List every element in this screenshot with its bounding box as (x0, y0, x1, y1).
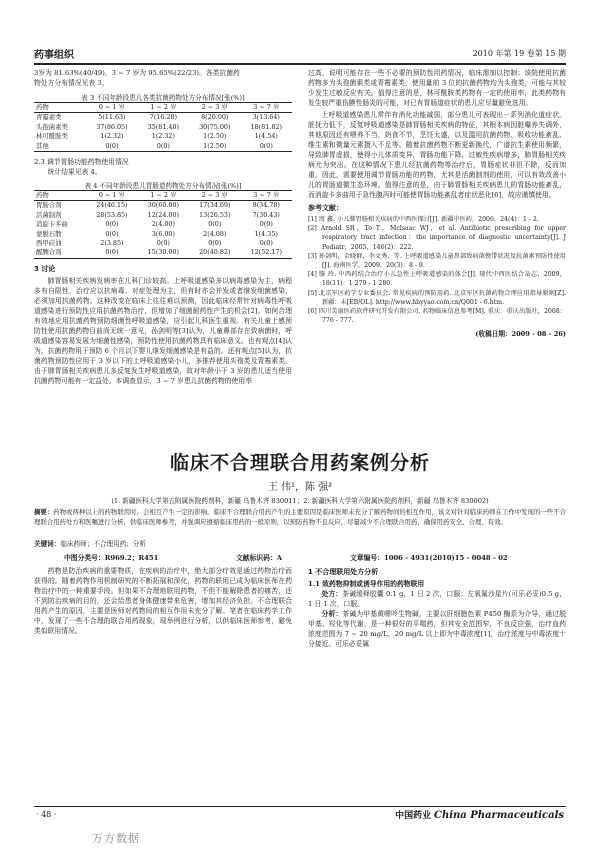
body-right-column (308, 566, 566, 649)
received-date: (收稿日期：2009 - 08 - 26) (475, 330, 566, 339)
table-header-cell: 2 ~ 3 岁 (189, 103, 240, 113)
table-cell: 0(0) (241, 142, 292, 152)
body-paragraph: 药物是防治疾病的重要物质，在疾病的治疗中，绝大部分疗效是通过药物治疗而获得的。随着药物作用机制研究的不断拓展和深化，药物的联用已成为临床医师在药物治疗中的一种重要手段。但如果不合理地联用药物，不但不能解除患者的痛苦，还不到防治疾病的目的，还会给患者身体健康带来危害，增加其经济负担。不合理联合用药产生的原因，主要是医师对药物间的相互作用未充分了解。笔者在临床药学工作中，发现了一些不合理的联合用药现象，现举例进行分析，以供临床医师参考，避免类似联用情况。 (34, 567, 292, 635)
section-2-3-text: 统计结果见表 4。 (47, 168, 102, 177)
prescription-label: 处方： (321, 590, 343, 598)
table-header-cell: 0 ~ 1 岁 (86, 191, 137, 201)
table-cell: 0(0) (208, 239, 222, 248)
table-cell: 0(0) (138, 142, 189, 152)
reference-item: [1] 周 鑫. 小儿肺胃肠相关疾病的中西医探讨[J]. 新疆中医药，2006，24(4)：1 - 2. (308, 216, 539, 223)
prescription-text: 茶碱缓释胶囊 0.1 g，1 日 2 次，口服；左氧氟沙星片(可乐必妥)0.5 g，1 日 1 次，口服。 (308, 590, 566, 608)
discussion-paragraph: 上呼吸道感染患儿常伴有消化功能减弱，部分患儿可表现出一系列消化道症状。脏抚力低下，反复呼吸道感染是肺胃肠相关疾病的特征，其根本病因脏曝养失调外，其他原因还有喂养不当，奶食不节，烹饪太盛，以及滥用抗菌药物、吸收功能紊乱、维生素和微量元素摄入不足等。随着抗菌药物不断更新换代，广谱抗生素使用频繁，导致肺胃虚损，使得小儿体质变异，胃肠功能下降，过敏性疾病增多，肺胃肠相关疾病尤为突出。在这种情况下患儿经抗菌药物等治疗后，胃肠症状非但不除，反而加重。因此，需要使用调节胃肠功能的药物，尤其是活菌制剂的使用，可以有效改善小儿的胃肠道微生态环境。值得注意的是，由于肺胃肠相关疾病患儿的胃肠功能紊乱，而消旋卡多曲用于急性腹泻时可能使胃肠功能紊乱者症状恶化[6]，故应谨慎使用。 (308, 111, 566, 199)
table-cell: 7(30.43) (252, 210, 280, 219)
prescription (308, 589, 566, 609)
section-1-title: 1 不合理联用处方分析 (308, 568, 379, 576)
table-row-label: 其他 (34, 142, 86, 152)
table-cell: 18(81.82) (250, 122, 282, 131)
table-cell: 15(30.00) (138, 248, 189, 258)
header-rule (34, 63, 566, 65)
table-row-label: 醒脾合剂 (34, 248, 86, 258)
table-header-cell: 2 ~ 3 岁 (189, 191, 240, 201)
table-row-label: 胃肠合剂 (36, 201, 62, 210)
table-cell: 3(13.64) (252, 113, 280, 122)
table4 (34, 190, 292, 259)
table-row-label: 头孢菌素类 (36, 122, 68, 131)
table-header-cell: 1 ~ 2 岁 (138, 103, 189, 113)
table-cell: 2(4.08) (203, 229, 227, 238)
discussion-paragraph: 过高，说明可能存在一些不必要的预防性用药情况，临床需加以控制；该院使用抗菌药物多为头孢菌素类或青霉素类，使用量前 3 位的抗菌药物均为头孢类，可能与其较少发生过敏反应有关。值得注意的是，林可酰胺类药物有一定的使用率，此类药物有发生较严重伤膜性肠炎的可能，对已有胃肠道症状的患儿应尽量避免选用。 (308, 69, 566, 107)
table-header-cell: 3 ~ 7 岁 (241, 191, 292, 201)
class-number: 中图分类号：R969.2；R451 (64, 554, 159, 562)
reference-list (308, 215, 566, 325)
reference-item: [6] 四川美康医药软件研究开发有限公司. 药物临床信息参考[M]. 重庆：重庆出版社，2008：776 - 777. (308, 308, 566, 325)
table-cell: 30(60.00) (147, 201, 180, 210)
table3 (34, 102, 292, 152)
section-1-1-title: 1.1 致药物抑制或诱导作用的药物联用 (308, 580, 425, 588)
reference-item: [2] Arnold SR，To T，Mclsaac WJ，et al. Antibiotic prescribing for upper respiratory tract infection：the importance of diagnostic uncertainty[J]. J Pediatr，2005，146(2)：222. (308, 225, 566, 251)
table-cell: 2(3.85) (100, 239, 124, 248)
discussion-paragraph: 肺胃肠相关疾病发病率在儿科门诊较高。上呼吸道感染多以病毒感染为主，病程多有自限性，治疗应以抗病毒、对症处理为主，但有时亦会并发或者继发细菌感染，必须加用抗菌药物。这种改变在临床上往往难以预测，因此临床经常针对病毒性呼吸道感染进行预防性应用抗菌药物治疗，但增加了细菌耐药性产生的机会[2]。如何合理有效地应用抗菌药物预防细菌性呼吸道感染，应引起儿科医生重视。有关儿童上感预防性使用抗菌药物目前尚无统一意见，孙剑明等[3]认为，儿童鼻部存在致病菌时，呼吸道感染容易发展为细菌性感染，预防性使用抗菌药物具有临床意义。也有观点[4]认为，抗菌药物用于预防 6 个月以下婴儿继发细菌感染是有益的。还有观点[5]认为，抗菌药物预防性应用于 3 岁以下的上呼吸道感染小儿，多推荐使用头孢类及青霉素类。由于肺胃肠相关疾病患儿多反复发生呼吸道感染，故对年龄小于 3 岁的患儿适当使用抗菌药物可能有一定益处。本调查显示，3 ~ 7 岁患儿抗菌药物的使用率 (34, 276, 292, 385)
abstract-label: 摘要： (34, 508, 54, 516)
table-cell: 28(53.85) (96, 210, 128, 219)
analysis (308, 609, 566, 649)
table-row (34, 211, 292, 220)
table-row-label: 青霉素类 (36, 113, 62, 122)
table-cell: 30(75.00) (199, 122, 231, 131)
table-header-cell: 药物 (34, 103, 86, 113)
table-cell: 1(4.54) (254, 132, 278, 141)
table-row-label: 消旋卡多曲 (36, 220, 68, 229)
table-cell: 1(4.35) (254, 229, 278, 238)
table-row (34, 230, 292, 239)
table-cell: 1(2.50) (189, 142, 240, 152)
table-cell: 0(0) (156, 239, 170, 248)
table-row (34, 201, 292, 211)
article-id: 文章编号：1006 - 4931(2010)15 - 0048 - 02 (350, 554, 508, 562)
table-cell: 0(0) (86, 142, 137, 152)
table-row-label: 林可酰胺类 (36, 132, 68, 141)
discussion-title: 3 讨论 (34, 264, 56, 273)
journal-name-cn: 中国药业 (395, 811, 432, 821)
table-cell: 2(4.00) (151, 220, 175, 229)
intro-line: 物处方分布情况见表 3。 (34, 79, 109, 87)
keywords-text: 临床药师；不合理用药；分析 (60, 540, 147, 548)
table-cell: 0(0) (208, 220, 222, 229)
reference-item: [4] 滕 玲. 中西药结合治疗小儿急性上呼吸道感染的体会[J]. 现代中西医结合杂志，2009，18(11)：1 279 - 1 280. (308, 271, 566, 288)
references-title: 参考文献： (308, 204, 343, 212)
reference-item: [5] 北京军区药学专业委员会. 常见疾病的预防用药. 北京军区抗菌药物合理应用指导原则[Z]. 新疆：未[EB/OL]. http://www.hbyyao.com.cn/Q001 - 6.htm. (308, 289, 566, 306)
reference-item: [3] 孙剑明，金晓群，李文秀，等. 上呼吸道感染儿童鼻部致病菌携带状况及抗菌素预防性使用[J]. 海南医学，2009，20(3)：8 - 9. (308, 252, 566, 270)
table-row (34, 220, 292, 229)
table-cell: 37(86.05) (96, 122, 128, 131)
table-cell: 24(46.15) (96, 201, 128, 210)
table-header-cell: 0 ~ 1 岁 (86, 103, 137, 113)
left-column (34, 68, 292, 386)
table-header-cell: 药物 (34, 191, 86, 201)
table-cell: 1(2.50) (203, 132, 227, 141)
table4-caption: 表 4 不同年龄段患儿胃肠道药物处方分布情况[张(%)] (84, 182, 242, 191)
table-row (34, 132, 292, 141)
table-cell: 1(2.32) (100, 132, 124, 141)
table-cell: 1(2.32) (151, 132, 175, 141)
table-row-label: 蒙脱石散 (36, 229, 62, 238)
right-column (308, 68, 566, 338)
keywords-label: 关键词： (34, 540, 61, 548)
table-cell: 8(34.78) (252, 201, 280, 210)
table-cell: 0(0) (259, 220, 273, 229)
abstract (34, 508, 566, 527)
journal-name (395, 808, 564, 821)
table-header-cell: 1 ~ 2 岁 (138, 191, 189, 201)
table-cell: 5(11.63) (98, 113, 126, 122)
table-cell: 12(52.17) (241, 248, 292, 258)
table-cell: 13(26.53) (199, 210, 231, 219)
table-row (34, 239, 292, 248)
abstract-text: 药物或两种以上的药物联用时，会相互产生一定的影响。临床不合理联合用药产生的主要原因是临床医师未充分了解药物间的相互作用，该文对针对临床药师在工作中发现的一些不合理联合用药处方和医嘱进行分析，供临床医师参考，并强调应遵循临床用药的一般原则，以预防药物不良反应，尽量减少不合理联合用药，确保用药安全、合理、有效。 (34, 508, 567, 526)
watermark: 万方数据 (92, 832, 140, 845)
table-cell: 0(0) (105, 220, 119, 229)
table-cell: 20(40.82) (189, 248, 240, 258)
article-affiliation: (1. 新疆医科大学第五附属医院药剂科，新疆 乌鲁木齐 830011；2. 新疆医科大学第六附属医院药剂科，新疆 乌鲁木齐 830002) (111, 497, 489, 505)
table-row (34, 248, 292, 258)
table-cell: 0(0) (105, 229, 119, 238)
table-row-label: 西甲硅油 (36, 239, 62, 248)
section-2-3-title: 2.3 调节胃肠功能药物使用情况 (34, 158, 129, 167)
table-header-cell: 3 ~ 7 岁 (241, 103, 292, 113)
table-cell: 0(0) (86, 248, 137, 258)
table-cell: 7(16.28) (149, 113, 178, 122)
section-header: 药事组织 (34, 50, 74, 61)
keywords (34, 538, 566, 548)
footer-rule (34, 806, 566, 807)
table-cell: 3(6.00) (151, 229, 175, 238)
issue-info: 2010 年第 19 卷第 15 期 (472, 49, 566, 58)
table-cell: 35(81.40) (147, 122, 180, 131)
article-title: 临床不合理联合用药案例分析 (169, 452, 430, 474)
analysis-label: 分析： (321, 610, 343, 618)
table-cell: 12(24.00) (147, 210, 180, 219)
table-cell: 17(34.69) (199, 201, 231, 210)
document-code: 文献标识码：A (236, 554, 283, 562)
table-row (34, 142, 292, 152)
intro-line: 3岁为 81.63%(40/49)，3 ~ 7 岁为 95.65%(22/23)。各类抗菌药 (34, 69, 240, 77)
table-row-label: 活菌制剂 (36, 210, 62, 219)
table3-caption: 表 3 不同年龄段患儿各类抗菌药物处方分布情况[张(%)] (81, 94, 245, 102)
page-number: · 48 · (36, 810, 57, 819)
body-left-column (34, 566, 292, 636)
table-row (34, 113, 292, 123)
journal-name-en: China Pharmaceuticals (434, 810, 564, 821)
analysis-text: 茶碱为甲基黄嘌呤生物碱，主要以肝细胞色素 P450 酶系为介导，通过脱甲基、羟化等代谢，是一种很好的平喘药，但其安全范围窄，不良反应强，治疗血药浓度范围为 7 ~ 20 mg/L，20 mg/L 以上即为中毒浓度[1]，治疗浓度与中毒浓度十分接近。可乐必妥属 (308, 610, 567, 648)
table-row (34, 123, 292, 132)
table-cell: 0(0) (259, 239, 273, 248)
article-authors: 王 伟¹，陈 强² (267, 482, 333, 493)
table-cell: 8(20.00) (201, 113, 229, 122)
